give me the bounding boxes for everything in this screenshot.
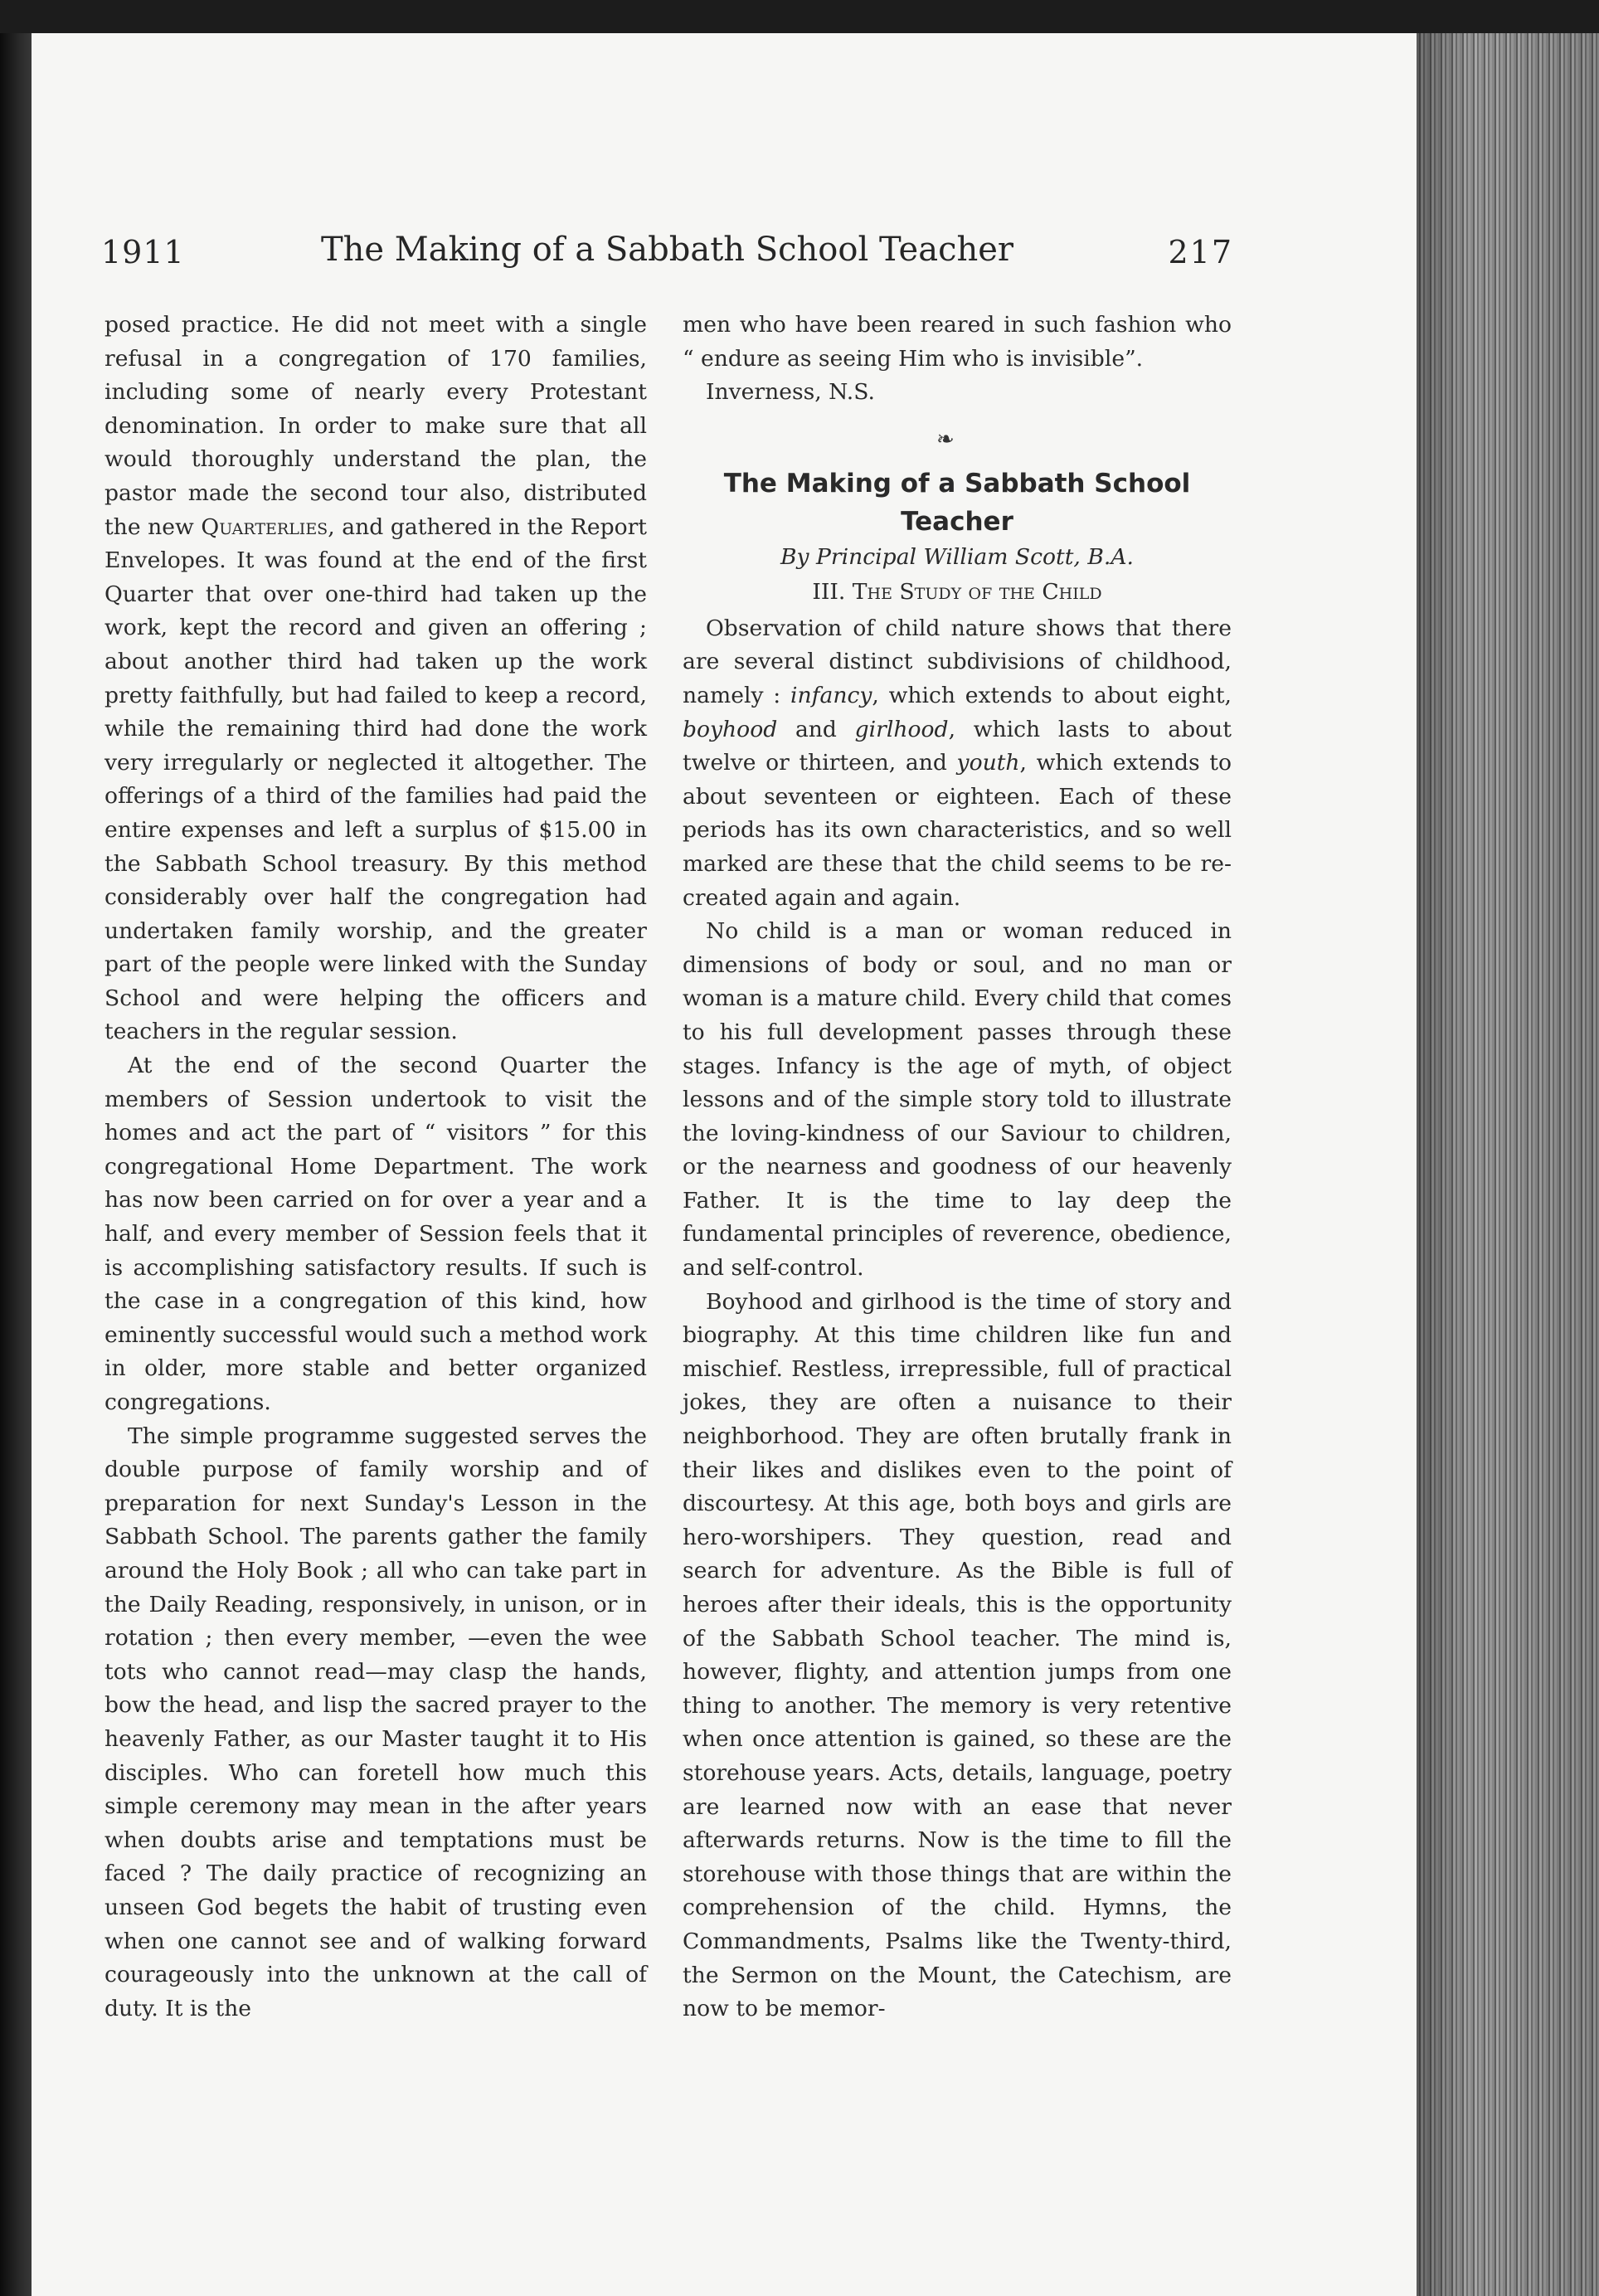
fleuron-icon: ❧ [936,426,955,452]
header-year: 1911 [101,234,185,270]
signoff: Inverness, N.S. [706,379,875,406]
paragraph: Boyhood and girlhood is the time of story and biography. At this time children like fun and mischief. Restless, irrepressible, full of practical jokes, they are often a nuisance to their neighborhood. They are often brutally frank in their likes and dislikes even to the point of discourtesy. At this age, both boys and girls are hero-worshipers. They question, read and search for adventure. As the Bible is full of heroes after their ideals, this is the opportunity of the Sabbath School teacher. The mind is, however, flighty, and attention jumps from one thing to another. The memory is very retentive when once attention is gained, so these are the storehouse years. Acts, details, language, poetry are learned now with an ease that never afterwards returns. Now is the time to fill the storehouse with those things that are within the comprehension of the child. Hymns, the Commandments, Psalms like the Twenty-third, the Sermon on the Mount, the Catechism, are now to be memor- [683,1288,1232,2022]
running-header [101,231,1233,280]
left-column [104,309,647,2026]
small-caps-word: Quarterlies [201,513,328,540]
header-title: The Making of a Sabbath School Teacher [320,231,1014,269]
paragraph: Observation of child nature shows that there are several distinct subdivisions of childhood, namely : infancy, which extends to about eight, boyhood and girlhood, which lasts to about twelve or thirteen, and youth, which extends to about seventeen or eighteen. Each of these periods has its own characteristics, and so well marked are these that the child seems to be re-created again and again. [683,615,1232,911]
paragraph: The simple programme suggested serves the double purpose of family worship and of preparation for next Sunday's Lesson in the Sabbath School. The parents gather the family around the Holy Book ; all who can take part in the Daily Reading, responsively, in unison, or in rotation ; then every member, —even the wee tots who cannot read—may clasp the hands, bow the head, and lisp the sacred prayer to the heavenly Father, as our Master taught it to His disciples. Who can foretell how much this simple ceremony may mean in the after years when doubts arise and temptations must be faced ? The daily practice of recognizing an unseen God begets the habit of trusting even when one cannot see and of walking forward courageously into the unknown at the call of duty. It is the [104,1423,647,2021]
continuation-text: men who have been reared in such fashion who “ endure as seeing Him who is invisible”. [683,312,1232,372]
article-title: The Making of a Sabbath School Teacher [723,468,1191,537]
page-edges [1417,33,1599,2296]
byline: By Principal William Scott, B.A. [780,543,1134,570]
paragraph: No child is a man or woman reduced in dimensions of body or soul, and no man or woman is a mature child. Every child that comes to his full development passes through these stages. Infancy is the age of myth, of object lessons and of the simple story told to illustrate the loving-kindness of our Saviour to children, or the nearness and goodness of our heavenly Father. It is the time to lay deep the fundamental principles of reverence, obedience, and self-control. [683,918,1232,1282]
book-spine-shadow [0,33,33,2296]
right-column [683,309,1232,2026]
paragraph: posed practice. He did not meet with a single refusal in a congregation of 170 families, including some of nearly every Protestant denomination. In order to make sure that all would thoroughly understand the plan, the pastor made the second tour also, distributed the new Quarterlies, and gathered in the Report Envelopes. It was found at the end of the first Quarter that over one-third had taken up the work, kept the record and given an offering ; about another third had taken up the work pretty faithfully, but had failed to keep a record, while the remaining third had done the work very irregularly or neglected it altogether. The offerings of a third of the families had paid the entire expenses and left a surplus of $15.00 in the Sabbath School treasury. By this method considerably over half the congregation had undertaken family worship, and the greater part of the people were linked with the Sunday School and were helping the officers and teachers in the regular session. [104,312,647,1045]
ornament [683,410,1232,460]
page-number: 217 [1168,234,1233,270]
section-heading: III. The Study of the Child [812,578,1102,605]
paragraph: At the end of the second Quarter the members of Session undertook to visit the homes and act the part of “ visitors ” for this congregational Home Department. The work has now been carried on for over a year and a half, and every member of Session feels that it is accomplishing satisfactory results. If such is the case in a congregation of this kind, how eminently successful would such a method work in older, more stable and better organized congregations. [104,1053,647,1415]
